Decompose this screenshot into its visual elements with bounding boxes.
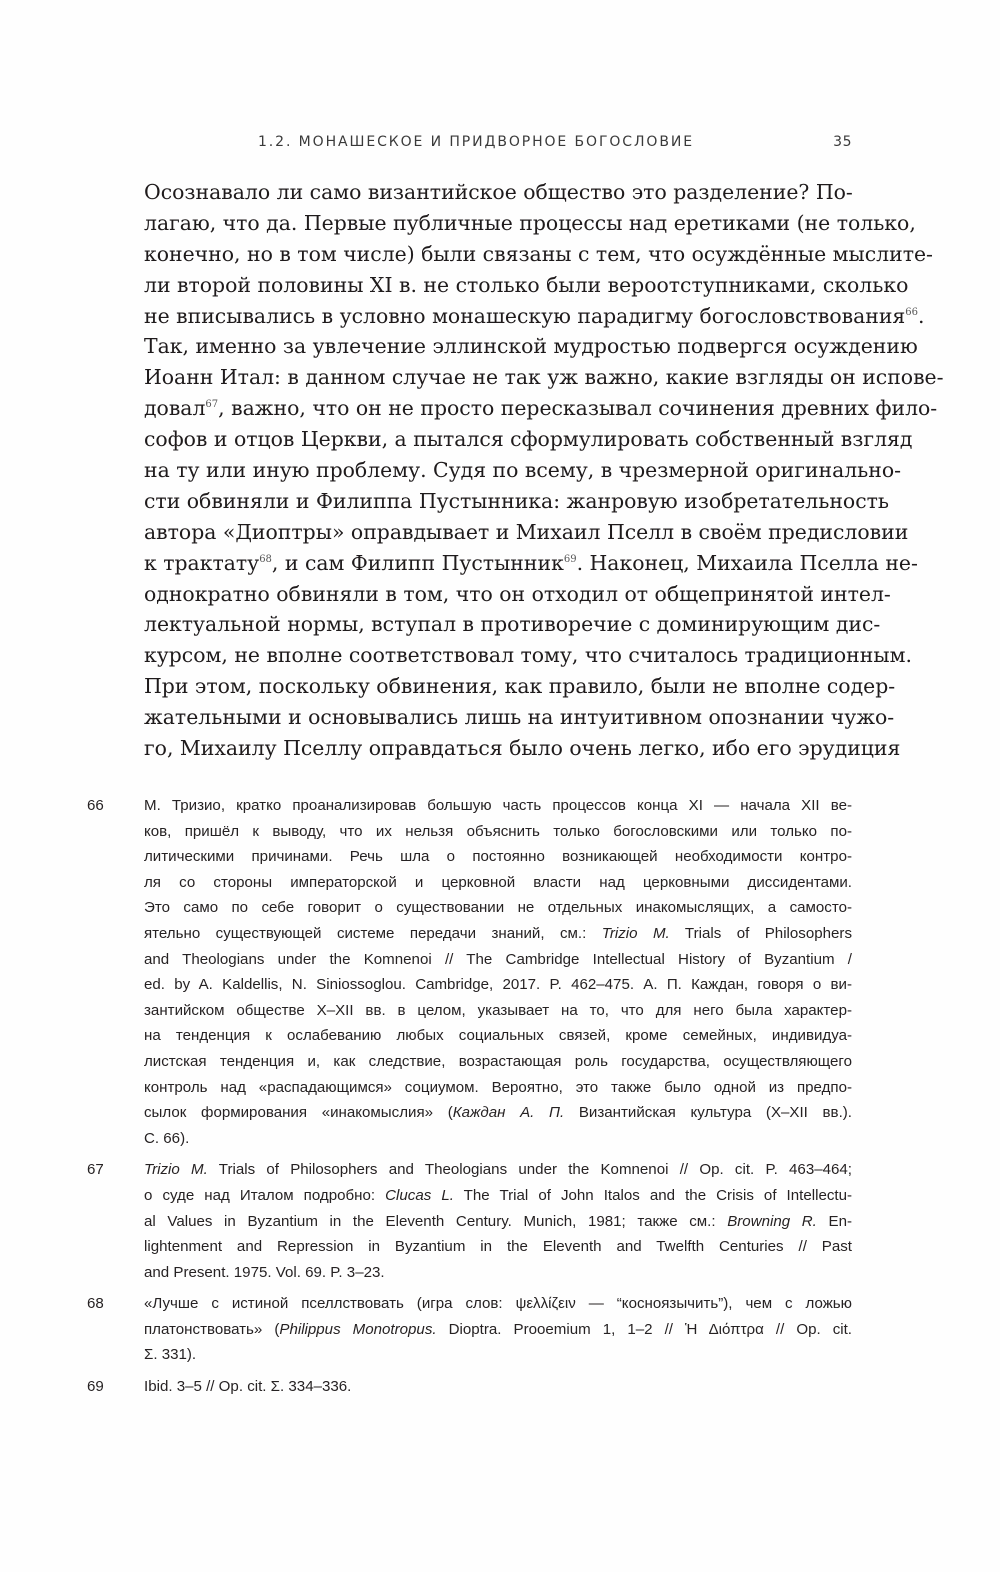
main-text-line: Так, именно за увлечение эллинской мудростью подвергся осуждению xyxy=(144,334,918,359)
footnote-line xyxy=(144,1157,852,1183)
main-text xyxy=(144,177,944,764)
main-text-fragment: к трактату xyxy=(144,550,260,575)
main-text-fragment: довал xyxy=(144,396,206,421)
main-text-line: ли второй половины XI в. не столько были вероотступниками, сколько xyxy=(144,272,909,297)
main-text-line: сти обвиняли и Филиппа Пустынника: жанровую изобретательность xyxy=(144,488,889,513)
main-text-line: жательными и основывались лишь на интуитивном опознании чужо- xyxy=(144,705,895,730)
main-text-line xyxy=(144,393,938,424)
footnote-line: lightenment and Repression in Byzantium in the Eleventh and Twelfth Centuries // Past xyxy=(144,1238,852,1256)
main-text-fragment: не вписывались в условно монашескую парадигму богословствования xyxy=(144,303,906,328)
footnote-line: ков, пришёл к выводу, что их нельзя объяснить только богословскими или только по- xyxy=(144,822,852,840)
footnote-fragment: al Values in Byzantium in the Eleventh Century. Munich, 1981; также см.: xyxy=(144,1212,728,1230)
footnote-fragment: Византийская культура (X–XII вв.). xyxy=(564,1104,852,1122)
footnote-line: and Present. 1975. Vol. 69. P. 3–23. xyxy=(144,1263,385,1281)
main-text-line: го, Михаилу Пселлу оправдаться было очень легко, ибо его эрудиция xyxy=(144,736,901,761)
main-text-line: лектуальной нормы, вступал в противоречие с доминирующим дис- xyxy=(144,612,881,637)
footnote-66 xyxy=(87,793,852,1151)
footnote-number: 69 xyxy=(87,1378,104,1396)
footnote-line: ed. by A. Kaldellis, N. Siniossoglou. Cambridge, 2017. P. 462–475. А. П. Каждан, говоря о ви- xyxy=(144,976,852,994)
main-text-line: конечно, но в том числе) были связаны с тем, что осуждённые мыслите- xyxy=(144,241,933,266)
running-head xyxy=(258,131,852,155)
page-number: 35 xyxy=(833,134,852,150)
footnote-fragment: En- xyxy=(816,1212,853,1230)
citation-author: Browning R. xyxy=(727,1212,817,1230)
footnote-line: М. Тризио, кратко проанализировав большую часть процессов конца XI — начала XII ве- xyxy=(144,797,852,814)
main-text-line: лагаю, что да. Первые публичные процессы над еретиками (не только, xyxy=(144,210,916,235)
footnote-number: 68 xyxy=(87,1295,104,1313)
footnote-fragment: Trials of Philosophers xyxy=(669,924,852,942)
footnote-line: Σ. 331). xyxy=(144,1346,197,1364)
footnote-fragment: о суде над Италом подробно: xyxy=(144,1186,386,1204)
footnote-fragment: Trials of Philosophers and Theologians under the Komnenoi // Op. cit. P. 463–464; xyxy=(207,1161,852,1179)
main-text-fragment: , и сам Филипп Пустынник xyxy=(271,550,564,575)
main-text-line xyxy=(144,301,925,332)
footnote-line: «Лучше с истиной пселлствовать (игра слов: ψελλίζειν — “косноязычить”), чем с ложью xyxy=(144,1295,852,1313)
main-text-fragment: , важно, что он не просто пересказывал сочинения древних фило- xyxy=(218,396,938,421)
footnote-fragment: платонствовать» ( xyxy=(144,1320,280,1338)
footnote-fragment: The Trial of John Italos and the Crisis of Intellectu- xyxy=(453,1186,852,1204)
footnote-68 xyxy=(87,1291,852,1368)
footnotes xyxy=(87,793,852,1406)
citation-author: Clucas L. xyxy=(385,1186,454,1204)
citation-author: Каждан А. П. xyxy=(452,1104,565,1122)
main-text-fragment: . Наконец, Михаила Пселла не- xyxy=(576,550,918,575)
footnote-number: 67 xyxy=(87,1161,104,1179)
footnote-line: С. 66). xyxy=(144,1129,190,1147)
footnote-line: контроль над «распадающимся» социумом. Вероятно, это также было одной из предпо- xyxy=(144,1078,852,1096)
main-text-line: курсом, не вполне соответствовал тому, что считалось традиционным. xyxy=(144,643,912,668)
footnote-line xyxy=(144,1183,852,1209)
footnote-fragment: ятельно существующей системе передачи знаний, см.: xyxy=(144,924,602,942)
footnote-line: листская тенденция и, как следствие, возрастающая роль государства, осуществляющего xyxy=(144,1052,852,1070)
footnote-line xyxy=(144,921,852,947)
main-text-line: автора «Диоптры» оправдывает и Михаил Пселл в своём предисловии xyxy=(144,519,909,544)
footnote-line xyxy=(144,1317,852,1343)
footnote-fragment: сылок формирования «инакомыслия» ( xyxy=(144,1104,453,1122)
footnote-line: Ibid. 3–5 // Op. cit. Σ. 334–336. xyxy=(144,1378,352,1396)
footnote-number: 66 xyxy=(87,797,104,814)
footnote-line: литическими причинами. Речь шла о постоянно возникающей необходимости контро- xyxy=(144,848,852,866)
main-text-line: Иоанн Итал: в данном случае не так уж важно, какие взгляды он испове- xyxy=(144,365,944,390)
running-head-title: 1.2. МОНАШЕСКОЕ И ПРИДВОРНОЕ БОГОСЛОВИЕ xyxy=(258,134,694,150)
main-text-line: софов и отцов Церкви, а пытался сформулировать собственный взгляд xyxy=(144,427,913,452)
footnote-line: Это само по себе говорит о существовании не отдельных инакомыслящих, а самосто- xyxy=(144,899,852,917)
footnote-ref-66[interactable]: 66 xyxy=(905,306,919,318)
main-text-line: При этом, поскольку обвинения, как правило, были не вполне содер- xyxy=(144,674,896,699)
main-text-fragment: Осознавало ли само византийское общество это разделение? По- xyxy=(144,180,853,204)
footnote-fragment: Dioptra. Prooemium 1, 1–2 // Ἡ Διόπτρα // Op. cit. xyxy=(436,1320,852,1338)
main-text-fragment: . xyxy=(918,303,925,328)
footnote-line: and Theologians under the Komnenoi // The Cambridge Intellectual History of Byzantium / xyxy=(144,950,852,968)
footnote-ref-69[interactable]: 69 xyxy=(563,553,577,565)
citation-author: Philippus Monotropus. xyxy=(279,1320,437,1338)
citation-author: Trizio M. xyxy=(144,1161,208,1179)
footnote-line xyxy=(144,1100,852,1126)
footnote-line: зантийском обществе X–XII вв. в целом, указывает на то, что для него была характер- xyxy=(144,1001,852,1019)
footnote-ref-68[interactable]: 68 xyxy=(259,553,272,565)
main-text-line: на ту или иную проблему. Судя по всему, в чрезмерной оригинально- xyxy=(144,458,902,483)
citation-author: Trizio M. xyxy=(601,924,670,942)
main-text-line xyxy=(144,177,852,208)
main-text-line: однократно обвиняли в том, что он отходил от общепринятой интел- xyxy=(144,581,891,606)
main-text-line xyxy=(144,548,918,579)
footnote-line: ля со стороны императорской и церковной власти над церковными диссидентами. xyxy=(144,873,852,891)
footnote-69 xyxy=(87,1374,852,1400)
footnote-67 xyxy=(87,1157,852,1285)
footnote-ref-67[interactable]: 67 xyxy=(205,399,219,411)
footnote-line xyxy=(144,1209,852,1235)
footnote-line: на тенденция к ослабеванию любых социальных связей, кроме семейных, индивидуа- xyxy=(144,1027,852,1045)
